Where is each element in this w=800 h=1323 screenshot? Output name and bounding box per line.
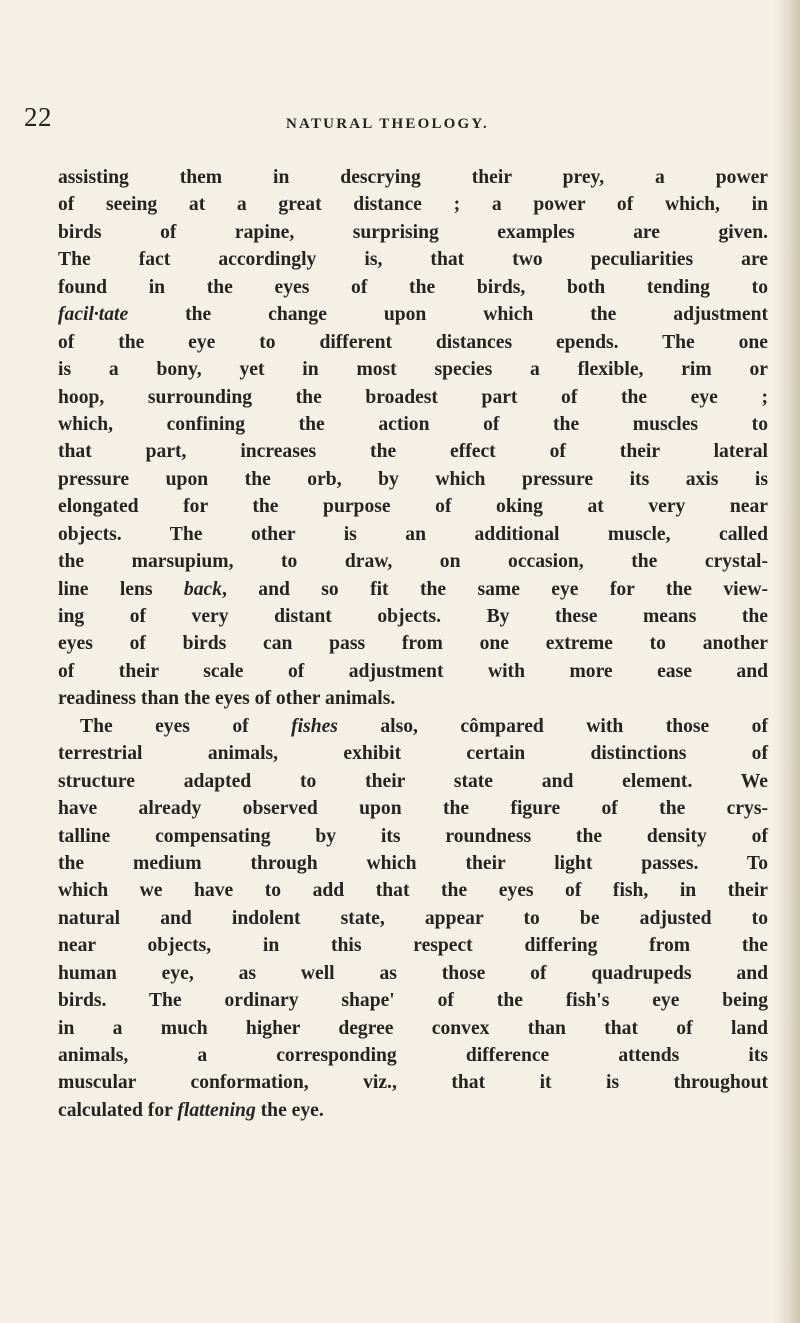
text-line: natural and indolent state, appear to be adjusted to	[58, 907, 768, 929]
text-line: calculated for flattening the eye.	[58, 1099, 324, 1121]
text-line: terrestrial animals, exhibit certain distinctions of	[58, 743, 768, 765]
text-line: human eye, as well as those of quadrupeds and	[58, 962, 768, 984]
text-line: muscular conformation, viz., that it is throughout	[58, 1072, 768, 1094]
text-line: in a much higher degree convex than that of land	[58, 1017, 768, 1039]
italic-word: facil·tate	[58, 304, 129, 326]
italic-word: fishes	[291, 715, 338, 737]
running-head: NATURAL THEOLOGY.	[286, 116, 490, 132]
page-edge-shadow	[774, 0, 800, 1323]
page-number: 22	[24, 102, 52, 132]
text-line: which we have to add that the eyes of fish, in their	[58, 880, 768, 902]
text-line: talline compensating by its roundness the density of	[58, 825, 768, 847]
text-line: facil·tate the change upon which the adjustment	[58, 304, 768, 326]
text-line: of seeing at a great distance ; a power of which, in	[58, 194, 768, 216]
text-line: of the eye to different distances epends. The one	[58, 331, 768, 353]
text-line: have already observed upon the figure of the crys-	[58, 798, 768, 820]
body-text	[58, 164, 768, 1124]
italic-word: back	[183, 578, 223, 600]
text-line: the medium through which their light passes. To	[58, 852, 768, 874]
text-line: of their scale of adjustment with more ease and	[58, 660, 768, 682]
text-line: hoop, surrounding the broadest part of the eye ;	[58, 386, 768, 408]
text-line: found in the eyes of the birds, both tending to	[58, 276, 768, 298]
text-line: that part, increases the effect of their lateral	[58, 441, 768, 463]
text-line: objects. The other is an additional muscle, called	[58, 523, 768, 545]
text-line: which, confining the action of the muscles to	[58, 413, 768, 435]
text-line: ing of very distant objects. By these means the	[58, 606, 768, 627]
text-line: The fact accordingly is, that two peculiarities are	[58, 249, 768, 271]
text-line: birds. The ordinary shape' of the fish's eye being	[58, 990, 768, 1012]
text-line: readiness than the eyes of other animals.	[58, 688, 396, 710]
text-line: the marsupium, to draw, on occasion, the crystal-	[58, 551, 768, 573]
text-line: is a bony, yet in most species a flexible, rim or	[58, 359, 768, 381]
text-line: pressure upon the orb, by which pressure its axis is	[58, 468, 768, 490]
text-line: animals, a corresponding difference attends its	[58, 1045, 768, 1066]
text-line: line lens back, and so fit the same eye for the view-	[58, 578, 768, 600]
text-line: assisting them in descrying their prey, a power	[58, 167, 768, 188]
text-line: structure adapted to their state and element. We	[58, 770, 768, 792]
text-line: elongated for the purpose of oking at very near	[58, 496, 768, 518]
italic-word: flattening	[177, 1099, 256, 1121]
text-line: birds of rapine, surprising examples are given.	[58, 221, 768, 243]
text-line: The eyes of fishes also, cômpared with those of	[80, 715, 768, 737]
text-line: near objects, in this respect differing from the	[58, 935, 768, 957]
text-line: eyes of birds can pass from one extreme to another	[58, 633, 768, 655]
